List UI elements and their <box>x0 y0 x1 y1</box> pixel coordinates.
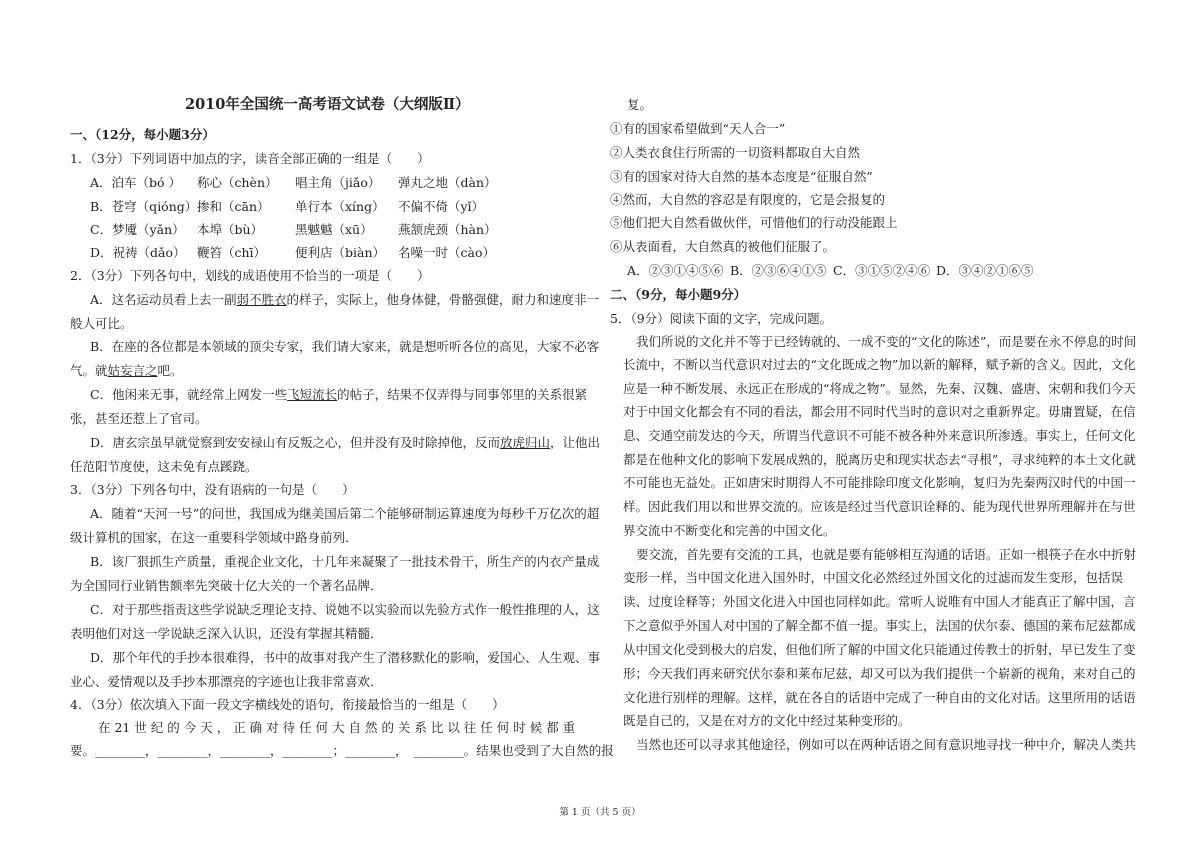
q2-option-d: D．唐玄宗虽早就觉察到安安禄山有反叛之心，但并没有及时除掉他，反而放虎归山，让他出 <box>90 435 601 450</box>
q5-passage-line: 对于中国文化都会有不同的看法，都会用不同时代当时的意识对之重新界定。毋庸置疑，在信 <box>623 404 1136 419</box>
q5-passage-line: 形；今天我们再来研究伏尔泰和莱布尼兹，却又可以为我们提供一个崭新的视角，来对自己的 <box>623 666 1136 681</box>
q4-sentence-1: ①有的国家希望做到“天人合一” <box>610 121 786 136</box>
q5-passage-line: 要交流，首先要有交流的工具，也就是要有能够相互沟通的话语。正如一根筷子在水中折射 <box>636 547 1137 562</box>
q2-option-c: C．他闲来无事，就经常上网发一些飞短流长的帖子，结果不仅弄得与同事邻里的关系很紧 <box>90 387 588 402</box>
q2-option-a: A．这名运动员看上去一副弱不胜衣的样子，实际上，他身体健，骨骼强健，耐力和速度非一 <box>90 292 600 307</box>
page-title: 2010年全国统一高考语文试卷（大纲版Ⅱ） <box>185 96 470 113</box>
q4-sentence-3: ③有的国家对待大自然的基本态度是“征服自然” <box>610 169 873 184</box>
q3-stem: 3．（3分）下列各句中，没有语病的一句是（ ） <box>70 482 355 497</box>
q4-passage-line-2: 要。________，________，________，________；________， ________。结果也受到了大自然的报 <box>70 743 614 758</box>
q5-passage-line: 样。因此我们用以和世界交流的。应该是经过当代意识诠释的、能为现代世界所理解并在与世 <box>623 499 1136 514</box>
q1-stem: 1．（3分）下列词语中加点的字，读音全部正确的一组是（ ） <box>70 151 430 166</box>
q5-passage-line: 长流中，不断以当代意识对过去的“文化既成之物”加以新的解释，赋予新的含义。因此，文化 <box>623 357 1136 372</box>
q5-passage-line: 我们所说的文化并不等于已经铸就的、一成不变的“文化的陈述”，而是要在永不停息的时间 <box>636 334 1137 349</box>
q5-passage-line: 都是在他种文化的影响下发展成熟的，脱离历史和现实状态去“寻根”，寻求纯粹的本土文化就 <box>623 452 1136 467</box>
q2-stem: 2．（3分）下列各句中，划线的成语使用不恰当的一项是（ ） <box>70 268 430 283</box>
q5-passage-line: 当然也还可以寻求其他途径，例如可以在两种话语之间有意识地寻找一种中介，解决人类共 <box>636 737 1137 752</box>
q4-stem: 4．（3分）依次填入下面一段文字横线处的语句，衔接最恰当的一组是（ ） <box>70 697 505 712</box>
section-1-heading: 一、（12分，每小题3分） <box>70 127 215 142</box>
q2-option-c-cont: 张，甚至还惹上了官司。 <box>70 411 208 426</box>
q5-passage-line: 应是一种不断发展、永远正在形成的“将成之物”。显然，先秦、汉魏、盛唐、宋朝和我们今天 <box>623 381 1136 396</box>
q1-option-a: A．泊车（bó ） 称心（chèn） 唱主角（jiǎo） 弹丸之地（dàn） <box>90 175 497 190</box>
q2-option-b: B．在座的各位都是本领域的顶尖专家，我们请大家来，就是想听听各位的高见，大家不必客 <box>90 339 600 354</box>
q5-passage-line: 变形一样，当中国文化进入国外时，中国文化必然经过外国文化的过滤而发生变形，包括误 <box>623 570 1124 585</box>
q3-option-b: B．该厂狠抓生产质量，重视企业文化，十几年来凝聚了一批技术骨干，所生产的内衣产量成 <box>90 554 600 569</box>
q4-sentence-2: ②人类衣食住行所需的一切资料都取自大自然 <box>610 145 861 160</box>
q5-passage-line: 从中国文化受到极大的启发，但他们所了解的中国文化只能通过传教士的折射，早已发生了变 <box>623 642 1136 657</box>
q5-stem: 5．（9分）阅读下面的文字，完成问题。 <box>610 311 833 326</box>
q3-option-c: C．对于那些指责这些学说缺乏理论支持、说她不以实验而以先验方式作一般性推理的人，这 <box>90 602 600 617</box>
q2-option-d-cont: 任范阳节度使，这未免有点蹊跷。 <box>70 459 258 474</box>
q5-passage-line: 下之意似乎外国人对中国的了解全都不值一提。事实上，法国的伏尔泰、德国的莱布尼兹都成 <box>623 618 1136 633</box>
q2-option-a-cont: 般人可比。 <box>70 316 133 331</box>
page-footer: 第 1 页（共 5 页） <box>559 807 641 818</box>
q5-passage-line: 不可能也无益处。正如唐宋时期得人不可能排除印度文化影响，复归为先秦两汉时代的中国一 <box>623 475 1136 490</box>
q3-option-a-cont: 级计算机的国家，在这一重要科学领域中路身前列． <box>70 530 358 545</box>
q5-passage-line: 既是自己的，又是在对方的文化中经过某种变形的。 <box>623 713 911 728</box>
q5-passage-line: 界交流中不断变化和完善的中国文化。 <box>623 523 836 538</box>
q3-option-d-cont: 业心、爱情观以及手抄本那漂亮的字迹也让我非常喜欢． <box>70 674 383 689</box>
q4-options: A．②③①④⑤⑥ B．②③⑥④①⑤ C．③①⑤②④⑥ D．③④②①⑥⑤ <box>627 263 1034 278</box>
q5-passage-line: 息、交通空前发达的今天，所谓当代意识不可能不被各种外来意识所渗透。事实上，任何文化 <box>623 428 1136 443</box>
q3-option-c-cont: 表明他们对这一学说缺乏深入认识，还没有掌握其精髓． <box>70 626 383 641</box>
q2-option-b-cont: 气。就姑妄言之吧。 <box>70 363 183 378</box>
q3-option-b-cont: 为全国同行业销售额率先突破十亿大关的一个著名品牌． <box>70 578 383 593</box>
q4-passage-line-3: 复。 <box>627 97 653 112</box>
q3-option-a: A．随着“天河一号”的问世，我国成为继美国后第二个能够研制运算速度为每秒千万亿次的超 <box>90 506 600 521</box>
q1-option-c: C．梦魇（yǎn） 本埠（bù） 黑魆魆（xū） 燕颔虎颈（hàn） <box>90 222 497 237</box>
q5-passage-line: 读、过度诠释等；外国文化进入中国也同样如此。常听人说唯有中国人才能真正了解中国，言 <box>623 594 1136 609</box>
q4-sentence-4: ④然而，大自然的容忍是有限度的，它是会报复的 <box>610 192 886 207</box>
q5-passage-line: 文化进行别样的理解。这样，就在各自的话语中完成了一种自由的文化对话。这里所用的话语 <box>623 690 1136 705</box>
q4-passage-line-1: 在 21 世 纪 的 今 天 ， 正 确 对 待 任 何 大 自 然 的 关 系 比 以 往 任 何 时 候 都 重 <box>98 720 576 735</box>
q1-option-d: D．祝祷（dǎo） 鞭笞（chī） 便利店（biàn） 名噪一时（cào） <box>90 245 495 260</box>
q3-option-d: D．那个年代的手抄本很难得，书中的故事对我产生了潜移默化的影响，爱国心、人生观、事 <box>90 650 601 665</box>
q4-sentence-6: ⑥从表面看，大自然真的被他们征服了。 <box>610 239 836 254</box>
section-2-heading: 二、（9分，每小题9分） <box>610 287 747 302</box>
q4-sentence-5: ⑤他们把大自然看做伙伴，可惜他们的行动没能跟上 <box>610 215 898 230</box>
q1-option-b: B．苍穹（qióng）掺和（cān） 单行本（xíng） 不偏不倚（yǐ） <box>90 199 485 214</box>
